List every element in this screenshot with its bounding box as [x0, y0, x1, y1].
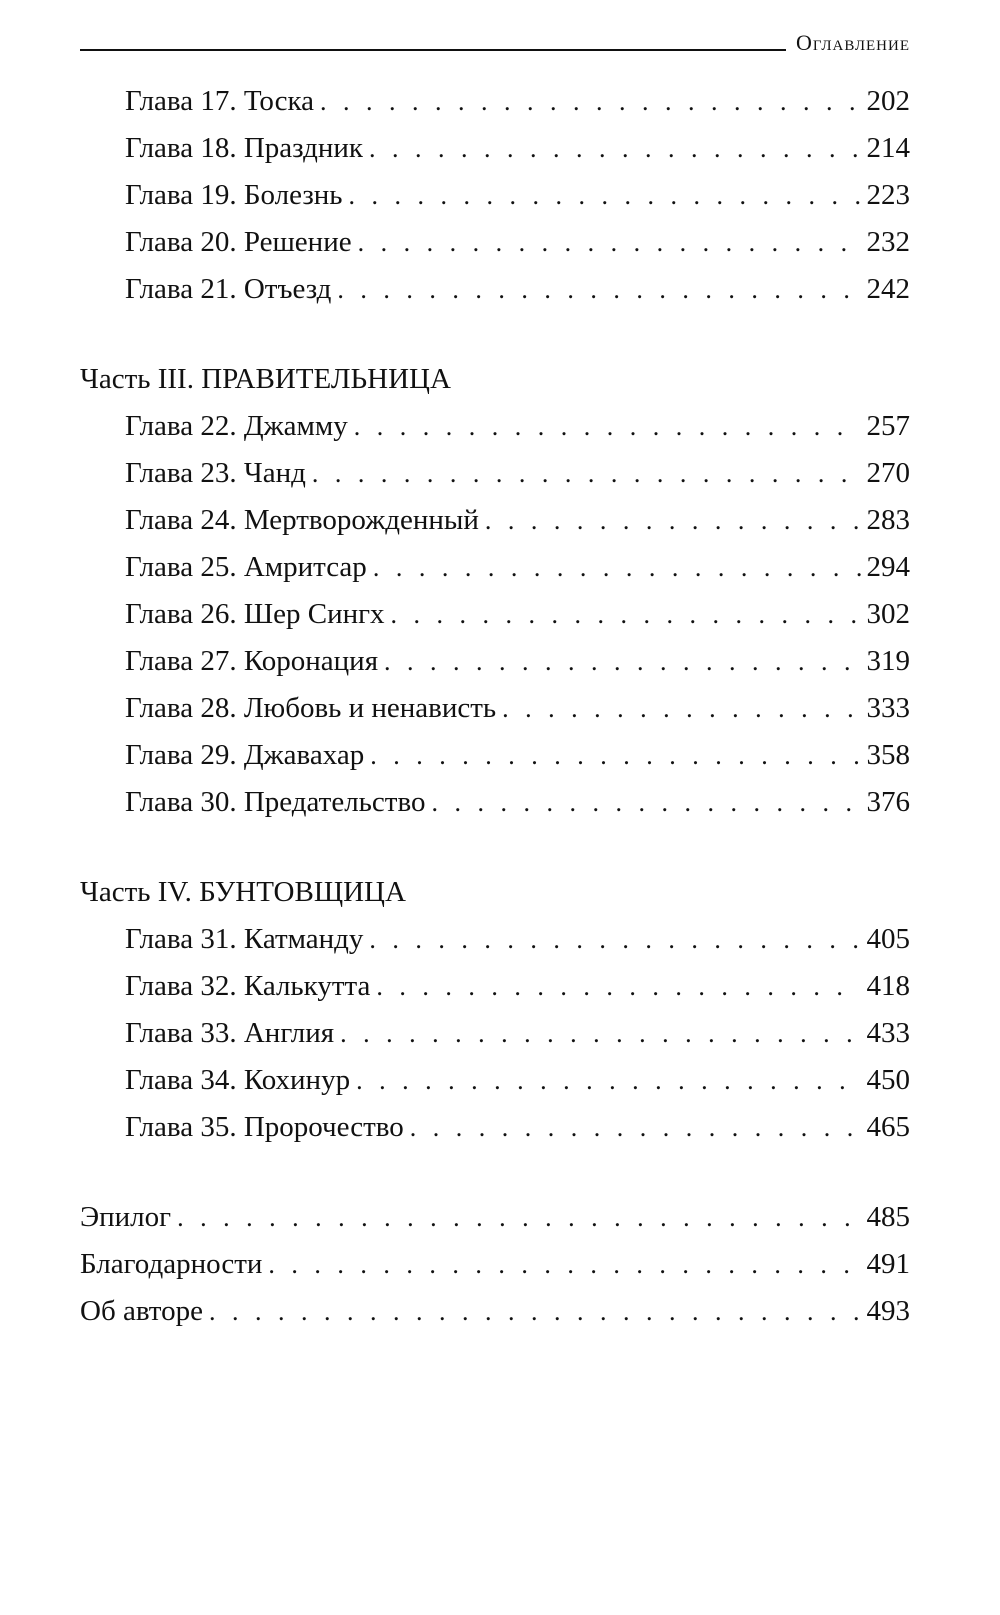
dot-leader — [177, 1194, 860, 1241]
toc-entry-chapter-24[interactable] — [80, 497, 910, 544]
part-heading-iv[interactable]: Часть IV. БУНТОВЩИЦА — [80, 876, 406, 908]
toc-entry-label: Глава 34. Кохинур — [125, 1064, 351, 1096]
toc-entry-page: 405 — [866, 923, 910, 955]
dot-leader — [384, 638, 860, 685]
dot-leader — [354, 403, 861, 450]
toc-entry-page: 257 — [866, 410, 910, 442]
toc-entry-chapter-33[interactable] — [80, 1010, 910, 1057]
toc-entry-label: Глава 18. Праздник — [125, 132, 363, 164]
dot-leader — [373, 544, 861, 591]
toc-entry-about-author[interactable] — [80, 1288, 910, 1335]
toc-entry-chapter-26[interactable] — [80, 591, 910, 638]
part-heading-iii[interactable]: Часть III. ПРАВИТЕЛЬНИЦА — [80, 363, 451, 395]
toc-entry-page: 242 — [866, 273, 910, 305]
toc-entry-epilogue[interactable] — [80, 1194, 910, 1241]
toc-entry-chapter-27[interactable] — [80, 638, 910, 685]
toc-entry-chapter-28[interactable] — [80, 685, 910, 732]
toc-entry-label: Глава 24. Мертворожденный — [125, 504, 479, 536]
toc-entry-page: 465 — [866, 1111, 910, 1143]
toc-entry-label: Глава 27. Коронация — [125, 645, 379, 677]
toc-entry-page: 214 — [866, 132, 910, 164]
toc-entry-chapter-25[interactable] — [80, 544, 910, 591]
back-matter — [80, 1194, 910, 1335]
toc-entry-chapter-18[interactable] — [80, 125, 910, 172]
toc-entry-label: Глава 35. Пророчество — [125, 1111, 404, 1143]
toc-entry-label: Глава 22. Джамму — [125, 410, 348, 442]
toc-entry-chapter-19[interactable] — [80, 172, 910, 219]
running-head — [80, 28, 910, 56]
toc-entry-label: Глава 30. Предательство — [125, 786, 426, 818]
dot-leader — [391, 591, 861, 638]
dot-leader — [370, 732, 860, 779]
toc-entry-page: 358 — [866, 739, 910, 771]
dot-leader — [312, 450, 861, 497]
header-rule — [80, 49, 786, 51]
toc-entry-label: Глава 31. Катманду — [125, 923, 364, 955]
dot-leader — [337, 266, 860, 313]
dot-leader — [349, 172, 861, 219]
toc-entry-page: 491 — [866, 1248, 910, 1280]
toc-entry-page: 270 — [866, 457, 910, 489]
toc-entry-page: 433 — [866, 1017, 910, 1049]
dot-leader — [369, 125, 861, 172]
toc-entry-chapter-20[interactable] — [80, 219, 910, 266]
toc-entry-label: Глава 23. Чанд — [125, 457, 306, 489]
toc-entry-label: Глава 33. Англия — [125, 1017, 335, 1049]
toc-entry-label: Глава 25. Амритсар — [125, 551, 367, 583]
toc-entry-label: Глава 26. Шер Сингх — [125, 598, 385, 630]
toc-entry-chapter-35[interactable] — [80, 1104, 910, 1151]
dot-leader — [410, 1104, 861, 1151]
toc-entry-label: Глава 20. Решение — [125, 226, 352, 258]
toc-entry-label: Глава 17. Тоска — [125, 85, 315, 117]
toc-entry-chapter-21[interactable] — [80, 266, 910, 313]
dot-leader — [358, 219, 861, 266]
toc-entry-chapter-23[interactable] — [80, 450, 910, 497]
toc-entry-chapter-29[interactable] — [80, 732, 910, 779]
toc-entry-label: Эпилог — [80, 1201, 172, 1233]
toc-entry-page: 376 — [866, 786, 910, 818]
toc-entry-page: 283 — [866, 504, 910, 536]
toc-entry-page: 223 — [866, 179, 910, 211]
toc-entry-acknowledgements[interactable] — [80, 1241, 910, 1288]
toc-entry-page: 450 — [866, 1064, 910, 1096]
toc-entry-page: 485 — [866, 1201, 910, 1233]
dot-leader — [268, 1241, 860, 1288]
table-of-contents — [80, 78, 910, 1335]
toc-entry-page: 302 — [866, 598, 910, 630]
toc-entry-chapter-32[interactable] — [80, 963, 910, 1010]
dot-leader — [502, 685, 860, 732]
toc-entry-chapter-17[interactable] — [80, 78, 910, 125]
toc-entry-label: Об авторе — [80, 1295, 203, 1327]
dot-leader — [369, 916, 860, 963]
dot-leader — [431, 779, 860, 826]
dot-leader — [485, 497, 861, 544]
toc-entry-chapter-30[interactable] — [80, 779, 910, 826]
dot-leader — [209, 1288, 861, 1335]
running-head-title: Оглавление — [795, 30, 910, 55]
toc-entry-page: 319 — [866, 645, 910, 677]
toc-entry-label: Глава 28. Любовь и ненависть — [125, 692, 497, 724]
toc-entry-chapter-22[interactable] — [80, 403, 910, 450]
toc-entry-page: 333 — [866, 692, 910, 724]
toc-entry-label: Глава 29. Джавахар — [125, 739, 365, 771]
toc-entry-label: Глава 32. Калькутта — [125, 970, 371, 1002]
toc-entry-page: 202 — [866, 85, 910, 117]
toc-entry-chapter-31[interactable] — [80, 916, 910, 963]
toc-entry-page: 418 — [866, 970, 910, 1002]
toc-entry-page: 232 — [866, 226, 910, 258]
toc-entry-page: 493 — [866, 1295, 910, 1327]
dot-leader — [320, 78, 860, 125]
toc-entry-label: Глава 19. Болезнь — [125, 179, 343, 211]
toc-entry-label: Глава 21. Отъезд — [125, 273, 332, 305]
dot-leader — [376, 963, 860, 1010]
toc-entry-chapter-34[interactable] — [80, 1057, 910, 1104]
toc-entry-label: Благодарности — [80, 1248, 263, 1280]
dot-leader — [356, 1057, 860, 1104]
toc-entry-page: 294 — [866, 551, 910, 583]
dot-leader — [340, 1010, 860, 1057]
